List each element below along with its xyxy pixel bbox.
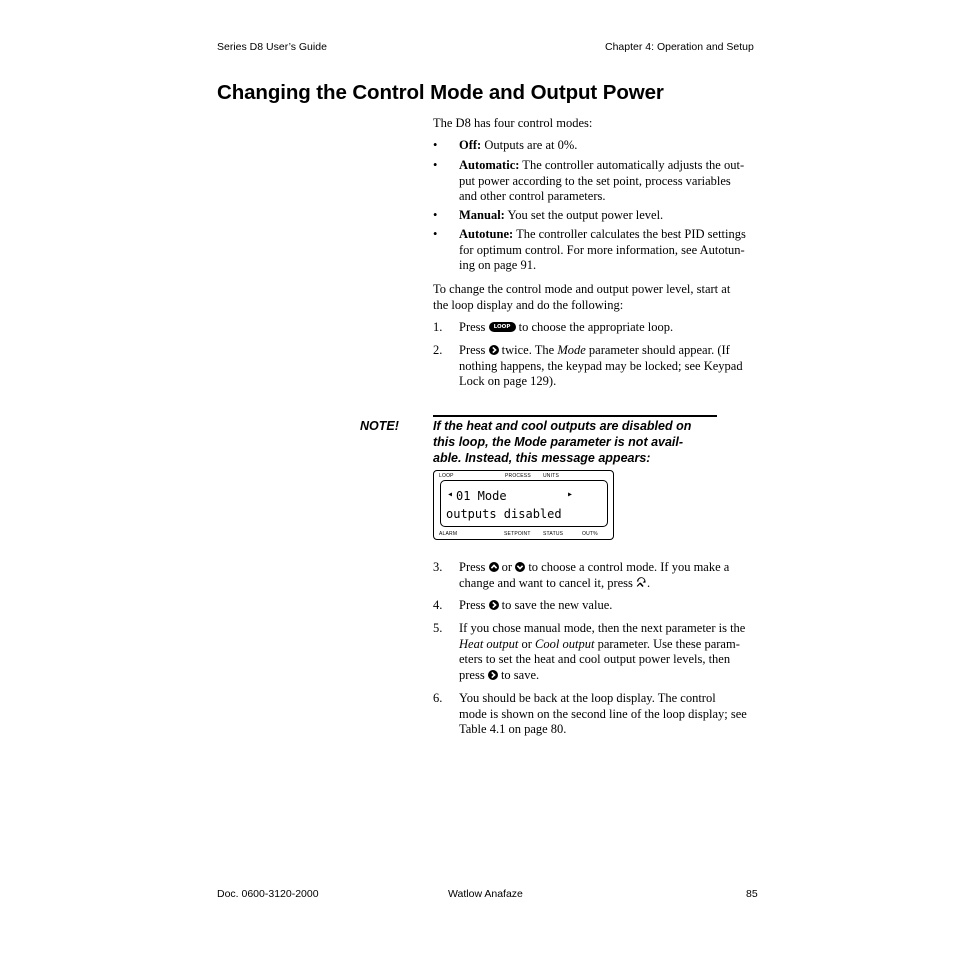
step-text: eters to set the heat and cool output power levels, then	[459, 652, 731, 667]
lcd-label-status: STATUS	[543, 531, 564, 537]
step-number: 1.	[433, 320, 443, 334]
step-text: to save.	[497, 668, 540, 683]
mode-desc: ing on page 91.	[459, 258, 537, 273]
text-line: To change the control mode and output power level, start at	[433, 282, 731, 296]
page-number: 85	[746, 888, 758, 900]
note-line: If the heat and cool outputs are disabled on	[433, 419, 692, 433]
lcd-label-process: PROCESS	[505, 473, 531, 479]
step-text: nothing happens, the keypad may be locked; see Keypad	[459, 358, 743, 373]
mode-list	[433, 138, 768, 278]
step-emphasis: Cool output	[535, 636, 595, 651]
step-text: Table 4.1 on page 80.	[459, 722, 567, 737]
step-text: Press	[459, 560, 489, 574]
step-number: 5.	[433, 621, 443, 635]
step-number: 2.	[433, 343, 443, 357]
mode-desc: for optimum control. For more information, see Autotun-	[459, 242, 745, 257]
step-number: 6.	[433, 691, 443, 705]
lcd-label-alarm: ALARM	[439, 531, 458, 537]
mode-desc: Outputs are at 0%.	[481, 138, 578, 152]
up-arrow-key-icon	[489, 562, 499, 572]
mode-term: Off:	[459, 138, 482, 152]
lcd-label-units: UNITS	[543, 473, 559, 479]
step-number: 4.	[433, 598, 443, 612]
step-text: to choose a control mode. If you make a	[525, 560, 730, 574]
steps-list-b	[433, 560, 768, 750]
page-title: Changing the Control Mode and Output Power	[217, 81, 664, 104]
bullet: •	[433, 138, 438, 152]
mode-desc: You set the output power level.	[504, 208, 664, 222]
step-emphasis: Heat output	[459, 636, 519, 651]
lcd-label-setpoint: SETPOINT	[504, 531, 531, 537]
step-text: or	[518, 636, 536, 651]
bullet: •	[433, 158, 438, 172]
step-text: to save the new value.	[498, 598, 613, 612]
step-text: If you chose manual mode, then the next parameter is the	[459, 621, 746, 635]
mode-term: Manual:	[459, 208, 505, 222]
step-text: mode is shown on the second line of the loop display; see	[459, 706, 747, 721]
lcd-left-arrow-icon: ◂	[447, 489, 454, 500]
step-number: 3.	[433, 560, 443, 574]
lead-in-paragraph	[433, 282, 768, 313]
footer-doc-number: Doc. 0600-3120-2000	[217, 888, 319, 900]
intro-paragraph: The D8 has four control modes:	[433, 116, 593, 130]
back-key-icon	[636, 577, 647, 588]
lcd-label-loop: LOOP	[439, 473, 454, 479]
mode-desc: The controller calculates the best PID settings	[513, 227, 746, 241]
step-text: change and want to cancel it, press	[459, 575, 637, 590]
step-text: or	[498, 560, 516, 574]
lcd-line-2: outputs disabled	[446, 507, 562, 521]
step-text: parameter should appear. (If	[585, 343, 730, 357]
bullet: •	[433, 208, 438, 222]
mode-term: Automatic:	[459, 158, 520, 172]
mode-desc: The controller automatically adjusts the out-	[519, 158, 745, 172]
lcd-line-1: 01 Mode	[456, 489, 507, 503]
step-text: twice. The	[498, 343, 558, 357]
lcd-display	[433, 470, 614, 540]
mode-desc: put power according to the set point, process variables	[459, 173, 731, 188]
lcd-label-out: OUT%	[582, 531, 598, 537]
step-text: .	[647, 575, 651, 590]
right-arrow-key-icon	[488, 670, 498, 680]
text-line: the loop display and do the following:	[433, 297, 624, 312]
loop-key-label: LOOP	[493, 324, 511, 330]
step-text: You should be back at the loop display. The control	[459, 691, 716, 705]
loop-key-icon	[489, 322, 516, 332]
note-line: this loop, the Mode parameter is not avail-	[433, 434, 684, 449]
running-header-left: Series D8 User’s Guide	[217, 41, 327, 53]
step-text: Press	[459, 320, 489, 334]
step-text: parameter. Use these param-	[594, 636, 740, 651]
mode-desc: and other control parameters.	[459, 189, 606, 204]
step-text: to choose the appropriate loop.	[515, 320, 674, 334]
note-line: able. Instead, this message appears:	[433, 450, 651, 465]
mode-term: Autotune:	[459, 227, 514, 241]
right-arrow-key-icon	[489, 345, 499, 355]
step-text: Lock on page 129).	[459, 374, 557, 389]
lcd-right-arrow-icon: ▸	[567, 489, 574, 500]
running-header-right: Chapter 4: Operation and Setup	[605, 41, 754, 53]
step-text: press	[459, 668, 488, 683]
bullet: •	[433, 227, 438, 241]
note-label: NOTE!	[360, 419, 399, 433]
note-text	[433, 419, 716, 466]
steps-list-a	[433, 320, 768, 400]
down-arrow-key-icon	[515, 562, 525, 572]
footer-company: Watlow Anafaze	[448, 888, 523, 900]
step-text: Press	[459, 343, 489, 357]
step-text: Press	[459, 598, 489, 612]
right-arrow-key-icon	[489, 600, 499, 610]
step-emphasis: Mode	[557, 343, 586, 357]
note-divider	[433, 415, 717, 417]
